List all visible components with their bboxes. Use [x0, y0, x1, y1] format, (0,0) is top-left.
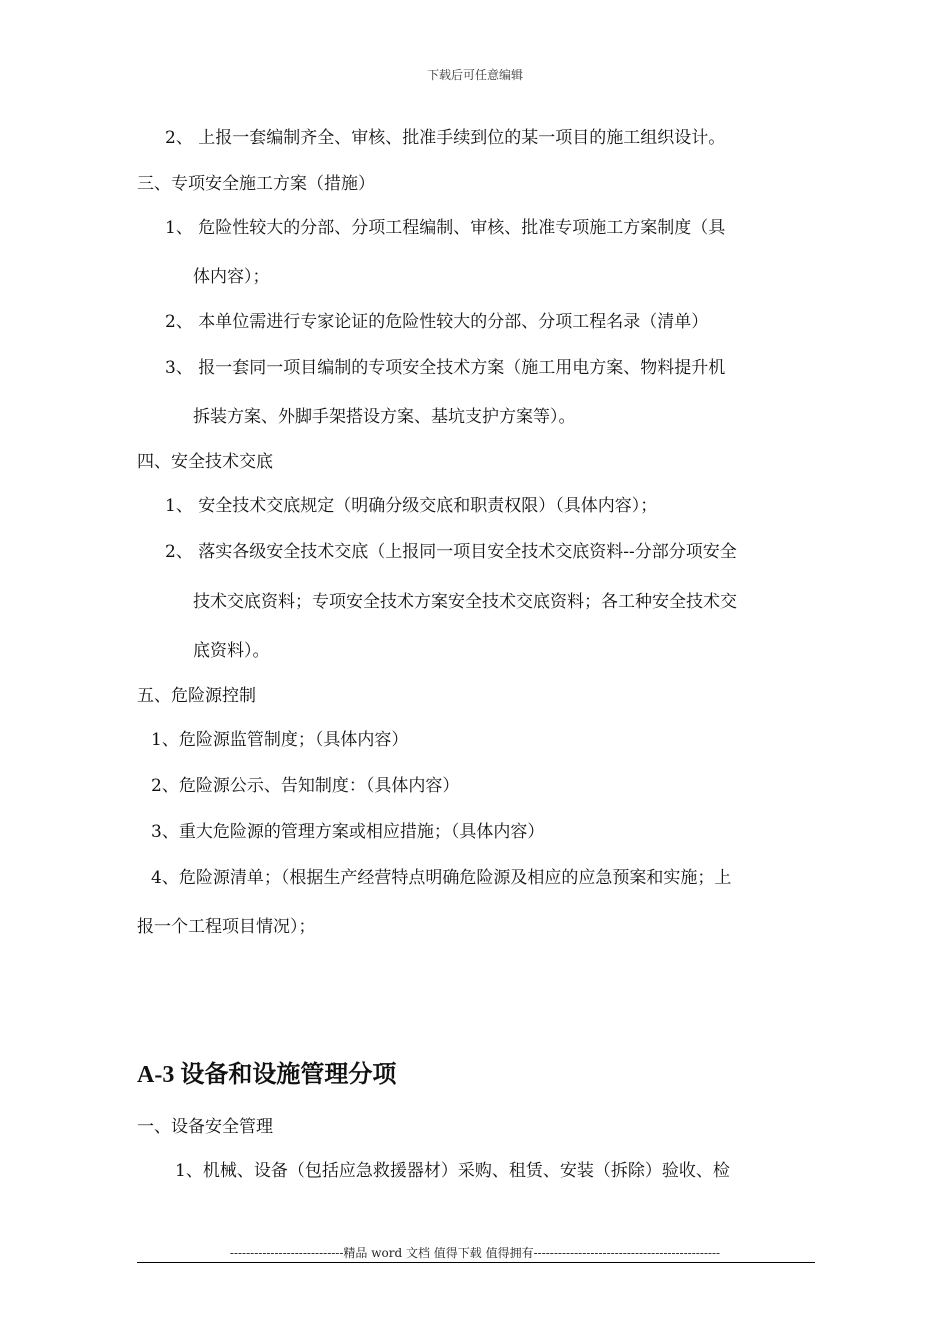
item-2-hazard-notice: 2、危险源公示、告知制度：（具体内容）: [151, 776, 460, 796]
item-4-hazard-list-cont: 报一个工程项目情况）；: [137, 917, 316, 937]
item-3-major-hazard: 3、重大危险源的管理方案或相应措施；（具体内容）: [151, 822, 545, 842]
page-header: 下载后可任意编辑: [426, 68, 523, 82]
section-heading-a3: A-3 设备和设施管理分项: [137, 1062, 397, 1088]
item-3-special-plan-cont: 拆装方案、外脚手架搭设方案、基坑支护方案等）。: [193, 407, 576, 427]
item-1-dangerous-works-cont: 体内容）；: [193, 267, 270, 287]
item-2-expert-review: 2、 本单位需进行专家论证的危险性较大的分部、分项工程名录（清单）: [165, 312, 709, 332]
item-4-hazard-list: 4、危险源清单；（根据生产经营特点明确危险源及相应的应急预案和实施；上: [151, 868, 732, 888]
footer-divider: [137, 1262, 815, 1263]
item-2-construction-plan: 2、 上报一套编制齐全、审核、批准手续到位的某一项目的施工组织设计。: [165, 128, 726, 148]
item-1-hazard-supervision: 1、危险源监管制度；（具体内容）: [151, 730, 409, 750]
item-1-disclosure-rules: 1、 安全技术交底规定（明确分级交底和职责权限）（具体内容）；: [165, 496, 658, 516]
item-1-dangerous-works: 1、 危险性较大的分部、分项工程编制、审核、批准专项施工方案制度（具: [165, 218, 726, 238]
item-2-disclosure-levels-cont1: 技术交底资料；专项安全技术方案安全技术交底资料；各工种安全技术交: [193, 592, 737, 612]
section-3-title: 三、专项安全施工方案（措施）: [137, 174, 375, 194]
item-2-disclosure-levels-cont2: 底资料）。: [193, 641, 270, 661]
subsection-1-title: 一、设备安全管理: [137, 1117, 273, 1137]
section-4-title: 四、安全技术交底: [137, 452, 273, 472]
section-5-title: 五、危险源控制: [137, 686, 256, 706]
item-3-special-plan: 3、 报一套同一项目编制的专项安全技术方案（施工用电方案、物料提升机: [165, 358, 726, 378]
item-2-disclosure-levels: 2、 落实各级安全技术交底（上报同一项目安全技术交底资料--分部分项安全: [165, 542, 737, 562]
subsection-1-item-1: 1、机械、设备（包括应急救援器材）采购、租赁、安装（拆除）验收、检: [175, 1161, 730, 1181]
page-footer: ----------------------------精品 word 文档 值得下载 值得拥有----------------------------------------------: [229, 1246, 721, 1260]
